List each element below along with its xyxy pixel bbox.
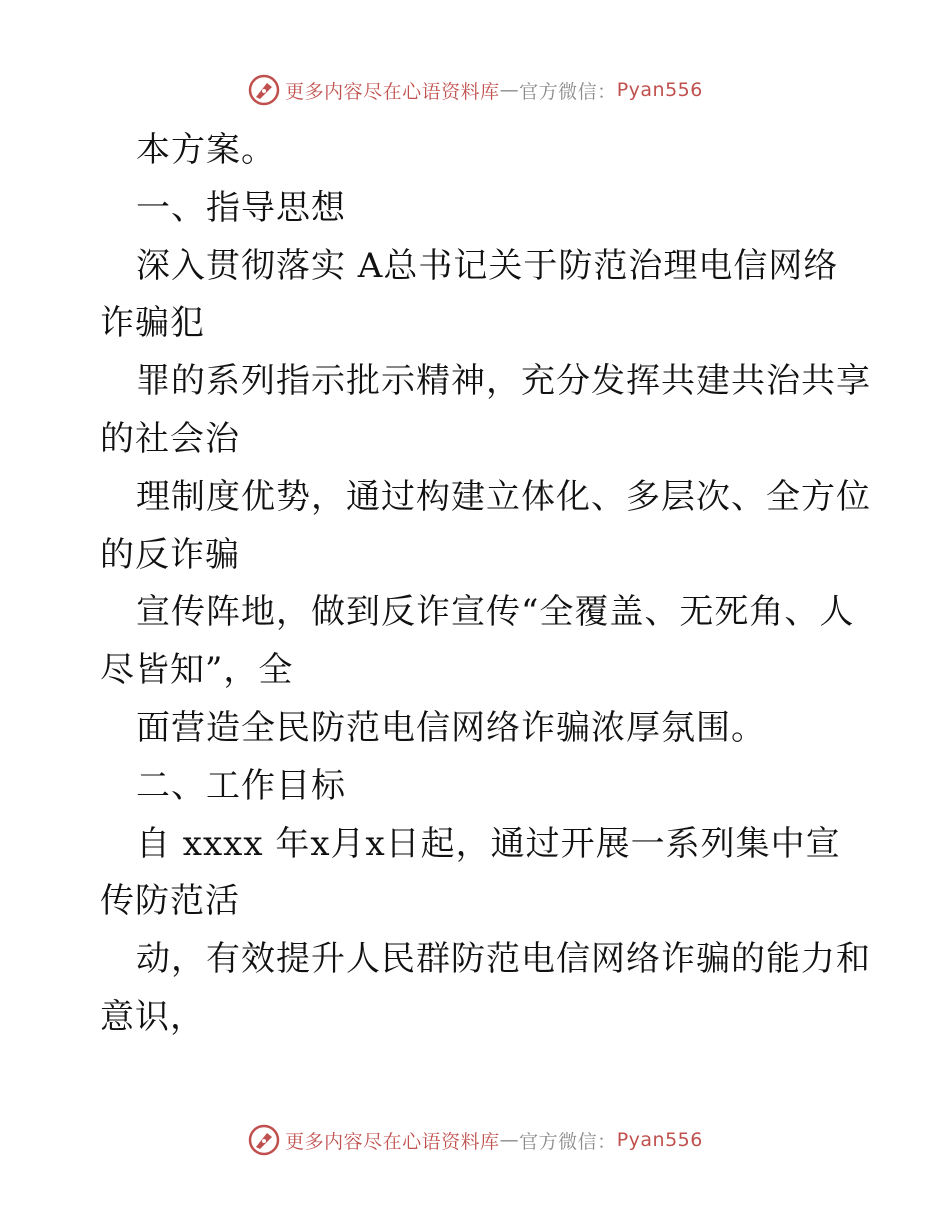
banner-separator: — xyxy=(499,79,520,101)
footer-banner xyxy=(0,1120,950,1160)
text-line: 罪的系列指示批示精神，充分发挥共建共治共享 xyxy=(136,361,871,402)
section-heading: 一、指导思想 xyxy=(136,187,346,228)
text-line: 意识， xyxy=(100,996,205,1037)
pen-nib-icon xyxy=(247,1123,281,1157)
text-line: 深入贯彻落实 A总书记关于防范治理电信网络 xyxy=(136,245,839,286)
text-line: 传防范活 xyxy=(100,881,240,922)
text-line: 本方案。 xyxy=(136,130,276,170)
text-line: 的社会治 xyxy=(100,418,240,459)
banner-sub-text: 官方微信： xyxy=(519,1130,617,1153)
pen-nib-icon xyxy=(247,73,281,107)
text-line: 自 xxxx 年x月x日起，通过开展一系列集中宣 xyxy=(136,823,841,864)
banner-wechat-id: Pyan556 xyxy=(616,79,703,101)
text-line: 诈骗犯 xyxy=(100,303,205,344)
banner-wechat-id: Pyan556 xyxy=(616,1129,703,1151)
text-line: 面营造全民防范电信网络诈骗浓厚氛围。 xyxy=(136,707,766,748)
banner-main-text: 更多内容尽在心语资料库 xyxy=(285,1130,500,1153)
document-body xyxy=(100,122,871,1047)
text-line: 理制度优势，通过构建立体化、多层次、全方位 xyxy=(136,476,871,517)
banner-sub-text: 官方微信： xyxy=(519,80,617,103)
text-line: 宣传阵地，做到反诈宣传“全覆盖、无死角、人 xyxy=(136,592,855,633)
banner-separator: — xyxy=(499,1129,520,1151)
text-line: 动，有效提升人民群防范电信网络诈骗的能力和 xyxy=(136,939,871,980)
banner-main-text: 更多内容尽在心语资料库 xyxy=(285,80,500,103)
header-banner xyxy=(0,70,950,110)
text-line: 尽皆知”，全 xyxy=(100,650,294,691)
text-line: 的反诈骗 xyxy=(100,534,240,575)
section-heading: 二、工作目标 xyxy=(136,765,346,806)
